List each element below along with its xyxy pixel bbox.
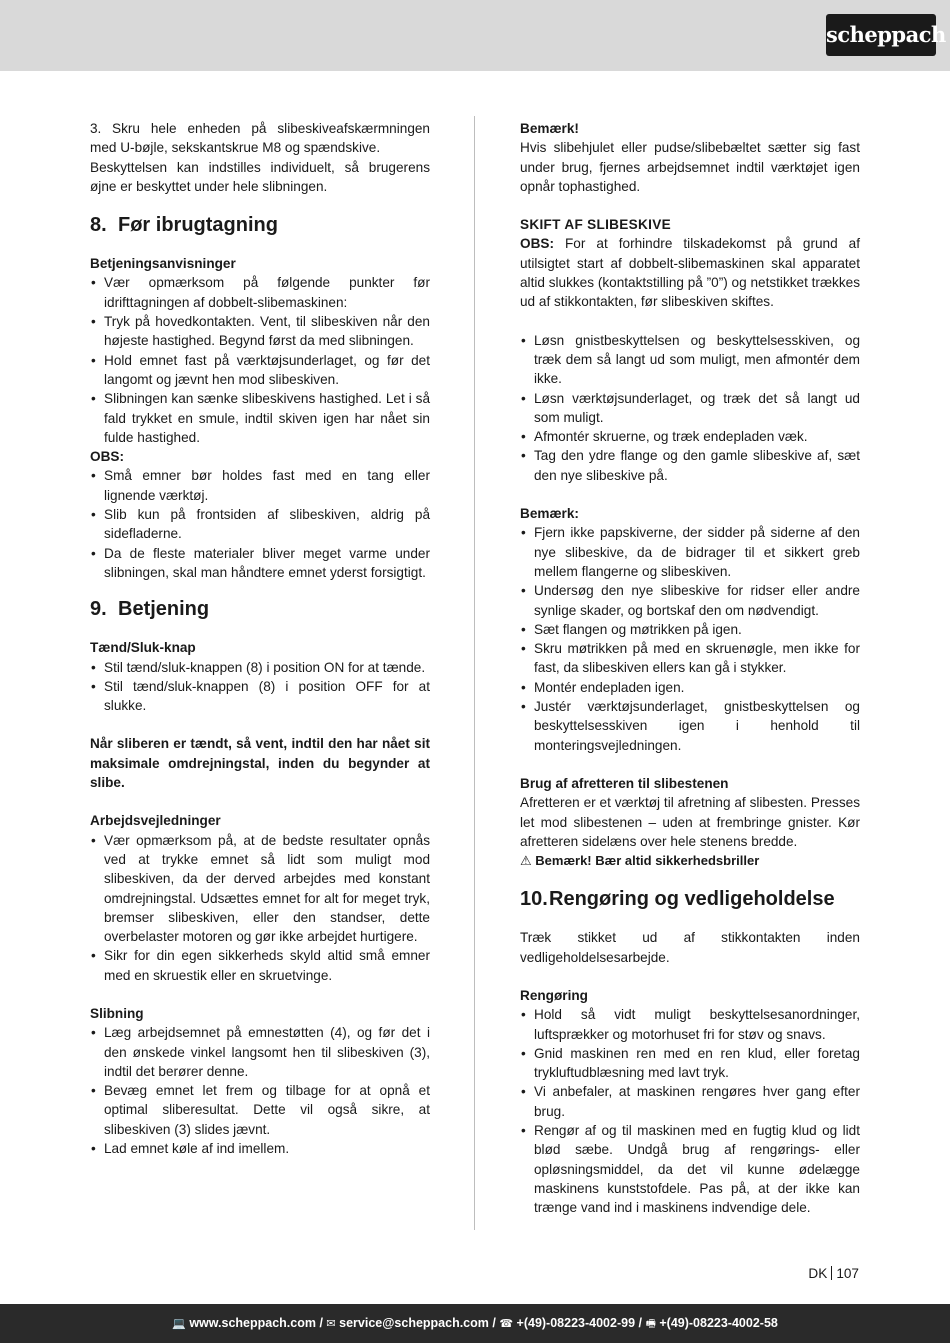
footer-phone: +(49)-08223-4002-99 (516, 1316, 636, 1330)
list-item: • Afmontér skruerne, og træk endepladen væk. (520, 427, 860, 446)
list-item: • Hold så vidt muligt beskyttelsesanordninger, luftsprækker og motorhuset fri for støv og snavs. (520, 1005, 860, 1044)
header-bar (0, 0, 950, 71)
list-item: • Læg arbejdsemnet på emnestøtten (4), og før det i den ønskede vinkel langsomt hen til slibeskiven (3), indtil det berører denne. (90, 1023, 430, 1081)
warning-icon: ⚠ (520, 853, 532, 869)
list-item: • Vær opmærksom på følgende punkter før idrifttagningen af dobbelt-slibemaskinen: (90, 273, 430, 312)
note1-label: Bemærk! (520, 121, 579, 136)
list-item: • Rengør af og til maskinen med en fugtig klud og lidt blød sæbe. Undgå brug af rengørings- eller opløsningsmiddel, da det vil kunne ødelægge maskinens kunststofdele. Pas på, at der ikke kan trænge vand ind i maskinens indvendige dele. (520, 1121, 860, 1217)
section-9-title: 9. Betjening (90, 598, 210, 621)
footer-fax: +(49)-08223-4002-58 (659, 1316, 778, 1330)
warning-line: ⚠ Bemærk! Bær altid sikkerhedsbriller (520, 853, 760, 869)
note2-list (520, 523, 860, 755)
reng-list (520, 1005, 860, 1217)
list-item: • Slibningen kan sænke slibeskivens hastighed. Let i så fald trykket en smule, indtil skiven igen har nået sin fulde hastighed. (90, 389, 430, 447)
list-item: • Skru møtrikken på med en skruenøgle, men ikke for fast, da slibeskiven ellers kan gå i stykker. (520, 639, 860, 678)
left-column (90, 119, 430, 1158)
slib-heading: Slibning (90, 1005, 144, 1021)
switch-heading: Tænd/Sluk-knap (90, 640, 196, 656)
footer-email: service@scheppach.com (339, 1316, 489, 1330)
list-item: • Sikr for din egen sikkerheds skyld altid små emner med en skruestik eller en skruetvinge. (90, 946, 430, 985)
page-number: DK 107 (808, 1266, 859, 1281)
s10-intro: Træk stikket ud af stikkontakten inden vedligeholdelsesarbejde. (520, 930, 860, 965)
list-item: • Justér værktøjsunderlaget, gnistbeskyttelsen og beskyttelsesskiven igen i henhold til monteringsvejledningen. (520, 697, 860, 755)
betj-list (90, 273, 430, 447)
footer-website: www.scheppach.com (189, 1316, 316, 1330)
step-3: 3. Skru hele enheden på slibeskiveafskærmningen med U-bøjle, sekskantskrue M8 og spændskive. (90, 121, 430, 156)
skift-obs: OBS: For at forhindre tilskadekomst på grund af utilsigtet start af dobbelt-slibemaskinen skal apparatet altid slukkes (kontaktstilling på ”0”) og netstikket trækkes ud af stikkontakten, før slibeskiven skiftes. (520, 236, 860, 310)
page-number-separator (831, 1266, 832, 1280)
switch-list (90, 658, 430, 716)
list-item: • Små emner bør holdes fast med en tang eller lignende værktøj. (90, 466, 430, 505)
skift-heading: SKIFT AF SLIBESKIVE (520, 217, 671, 233)
computer-icon: 💻 (172, 1318, 186, 1330)
obs-label: OBS: (90, 449, 124, 465)
bold-note: Når sliberen er tændt, så vent, indtil den har nået sit maksimale omdrejningstal, inden du begynder at slibe. (90, 736, 430, 791)
list-item: • Løsn værktøjsunderlaget, og træk det så langt ud som muligt. (520, 389, 860, 428)
note2-label: Bemærk: (520, 506, 579, 522)
work-heading: Arbejdsvejledninger (90, 813, 221, 829)
list-item: • Vær opmærksom på, at de bedste resultater opnås ved at trykke emnet så lidt som muligt mod slibeskiven, da der derved arbejdes med konstant omdrejningstal. Udsættes emnet for alt for meget tryk, bremser slibeskiven, eller den standser, dette overbelaster motoren og gør ikke arbejdet hurtigere. (90, 831, 430, 947)
list-item: • Stil tænd/sluk-knappen (8) i position ON for at tænde. (90, 658, 430, 677)
list-item: • Da de fleste materialer bliver meget varme under slibningen, skal man håndtere emnet yderst forsigtigt. (90, 544, 430, 583)
list-item: • Lad emnet køle af ind imellem. (90, 1139, 430, 1158)
obs-list (90, 466, 430, 582)
scheppach-logo: scheppach (826, 14, 936, 56)
list-item: • Slib kun på frontsiden af slibeskiven, aldrig på sidefladerne. (90, 505, 430, 544)
column-divider (474, 116, 475, 1230)
list-item: • Stil tænd/sluk-knappen (8) i position OFF for at slukke. (90, 677, 430, 716)
list-item: • Løsn gnistbeskyttelsen og beskyttelsesskiven, og træk dem så langt ud som muligt, men afmontér dem ikke. (520, 331, 860, 389)
afretter-heading: Brug af afretteren til slibestenen (520, 775, 729, 791)
slib-list (90, 1023, 430, 1158)
footer-bar: 💻 www.scheppach.com / ✉ service@scheppach.com / ☎ +(49)-08223-4002-99 / 🖷 +(49)-08223-4002-58 (0, 1304, 950, 1343)
work-list (90, 831, 430, 985)
section-10-title: 10.Rengøring og vedligeholdelse (520, 888, 835, 911)
mail-icon: ✉ (326, 1318, 336, 1330)
section-8-title: 8. Før ibrugtagning (90, 214, 278, 237)
afretter-text: Afretteren er et værktøj til afretning af slibesten. Presses let mod slibestenen – uden at frembringe gnister. Kør afretteren sidelæns over hele stenens bredde. (520, 795, 860, 849)
right-column (520, 119, 860, 1218)
list-item: • Hold emnet fast på værktøjsunderlaget, og før det langomt og jævnt hen mod slibeskiven. (90, 351, 430, 390)
list-item: • Fjern ikke papskiverne, der sidder på siderne af den nye slibeskive, da de bidrager til et sikkert greb mellem flangerne og slibeskiven. (520, 523, 860, 581)
skift-list (520, 331, 860, 485)
list-item: • Vi anbefaler, at maskinen rengøres hver gang efter brug. (520, 1082, 860, 1121)
note1-text: Hvis slibehjulet eller pudse/slibebæltet sætter sig fast under brug, fjernes arbejdsemnet indtil værktøjet igen opnår tophastighed. (520, 140, 860, 194)
phone-icon: ☎ (499, 1318, 514, 1330)
list-item: • Montér endepladen igen. (520, 678, 860, 697)
list-item: • Tryk på hovedkontakten. Vent, til slibeskiven når den højeste hastighed. Begynd først da med slibningen. (90, 312, 430, 351)
step-3-note: Beskyttelsen kan indstilles individuelt, så brugerens øjne er beskyttet under hele slibningen. (90, 159, 430, 194)
reng-heading: Rengøring (520, 987, 588, 1003)
list-item: • Tag den ydre flange og den gamle slibeskive af, sæt den nye slibeskive på. (520, 446, 860, 485)
list-item: • Sæt flangen og møtrikken på igen. (520, 620, 860, 639)
fax-icon: 🖷 (645, 1318, 656, 1330)
list-item: • Bevæg emnet let frem og tilbage for at opnå et optimal sliberesultat. Dette vil også sikre, at slibeskiven (3) slides jævnt. (90, 1081, 430, 1139)
betj-heading: Betjeningsanvisninger (90, 256, 236, 272)
list-item: • Gnid maskinen ren med en ren klud, eller foretag trykluftudblæsning med lavt tryk. (520, 1044, 860, 1083)
list-item: • Undersøg den nye slibeskive for ridser eller andre synlige skader, og bortskaf den om nødvendigt. (520, 581, 860, 620)
